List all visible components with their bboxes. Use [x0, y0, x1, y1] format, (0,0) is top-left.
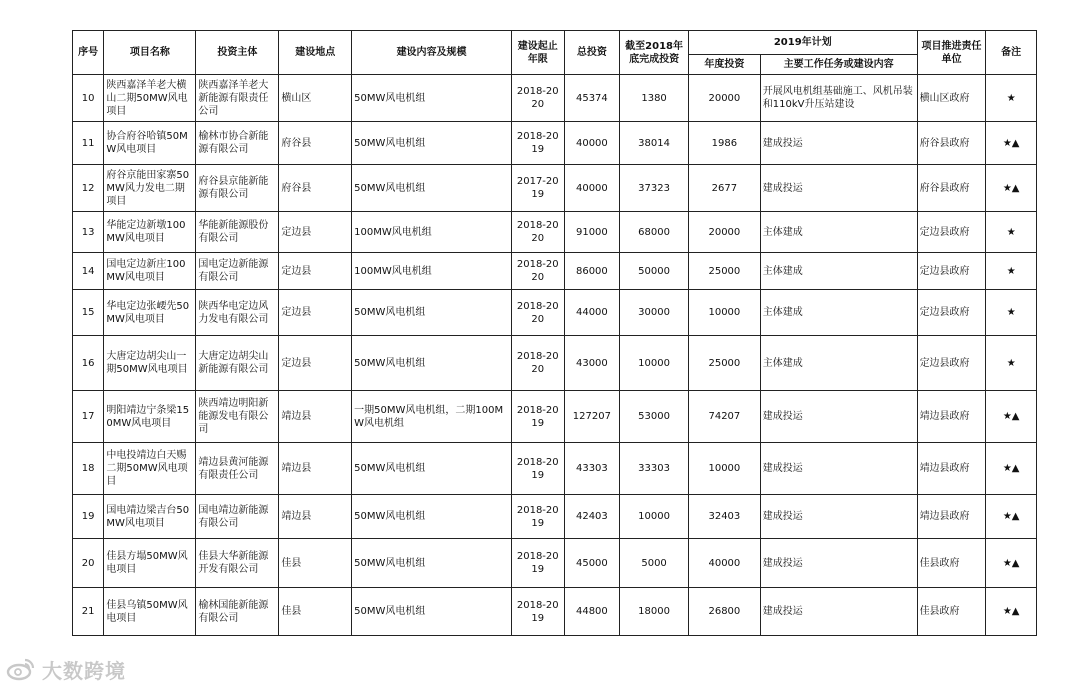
- header-content: 建设内容及规模: [352, 31, 512, 75]
- cell-content: 50MW风电机组: [352, 443, 512, 495]
- cell-period: 2018-2019: [511, 443, 564, 495]
- table-row: [73, 253, 1037, 290]
- table-row: [73, 212, 1037, 253]
- cell-content: 50MW风电机组: [352, 75, 512, 122]
- table-row: [73, 495, 1037, 539]
- cell-completed: 53000: [620, 391, 689, 443]
- cell-completed: 33303: [620, 443, 689, 495]
- cell-total: 43000: [564, 336, 620, 391]
- watermark-text: 大数跨境: [42, 658, 126, 683]
- cell-period: 2017-2019: [511, 165, 564, 212]
- cell-tasks: 建成投运: [760, 391, 917, 443]
- cell-seq: 16: [73, 336, 104, 391]
- cell-unit: 靖边县政府: [917, 391, 986, 443]
- cell-name: 华能定边新墩100MW风电项目: [104, 212, 196, 253]
- cell-completed: 10000: [620, 495, 689, 539]
- cell-period: 2018-2020: [511, 290, 564, 336]
- cell-name: 华电定边张崾先50MW风电项目: [104, 290, 196, 336]
- cell-total: 40000: [564, 122, 620, 165]
- header-investor: 投资主体: [196, 31, 279, 75]
- table-row: [73, 336, 1037, 391]
- cell-tasks: 建成投运: [760, 122, 917, 165]
- cell-location: 定边县: [279, 212, 352, 253]
- cell-content: 100MW风电机组: [352, 212, 512, 253]
- header-seq: 序号: [73, 31, 104, 75]
- cell-total: 45374: [564, 75, 620, 122]
- cell-seq: 21: [73, 588, 104, 636]
- weibo-icon: [6, 657, 36, 681]
- cell-seq: 20: [73, 539, 104, 588]
- cell-content: 一期50MW风电机组，二期100MW风电机组: [352, 391, 512, 443]
- cell-completed: 5000: [620, 539, 689, 588]
- cell-annual: 20000: [688, 212, 760, 253]
- cell-investor: 陕西靖边明阳新能源发电有限公司: [196, 391, 279, 443]
- cell-unit: 定边县政府: [917, 290, 986, 336]
- cell-unit: 府谷县政府: [917, 165, 986, 212]
- cell-total: 127207: [564, 391, 620, 443]
- cell-name: 协合府谷哈镇50MW风电项目: [104, 122, 196, 165]
- cell-location: 靖边县: [279, 443, 352, 495]
- cell-total: 44800: [564, 588, 620, 636]
- cell-investor: 陕西嘉泽羊老大新能源有限责任公司: [196, 75, 279, 122]
- table-row: [73, 443, 1037, 495]
- cell-location: 府谷县: [279, 165, 352, 212]
- header-remark: 备注: [986, 31, 1037, 75]
- cell-seq: 14: [73, 253, 104, 290]
- header-completed: 截至2018年底完成投资: [620, 31, 689, 75]
- cell-completed: 30000: [620, 290, 689, 336]
- cell-content: 50MW风电机组: [352, 165, 512, 212]
- header-name: 项目名称: [104, 31, 196, 75]
- table-row: [73, 165, 1037, 212]
- cell-annual: 10000: [688, 443, 760, 495]
- header-total: 总投资: [564, 31, 620, 75]
- cell-annual: 25000: [688, 253, 760, 290]
- cell-remark: ★: [986, 75, 1037, 122]
- cell-location: 定边县: [279, 336, 352, 391]
- cell-name: 国电定边新庄100MW风电项目: [104, 253, 196, 290]
- cell-name: 明阳靖边宁条梁150MW风电项目: [104, 391, 196, 443]
- header-location: 建设地点: [279, 31, 352, 75]
- cell-tasks: 主体建成: [760, 336, 917, 391]
- cell-completed: 10000: [620, 336, 689, 391]
- cell-remark: ★: [986, 336, 1037, 391]
- cell-period: 2018-2019: [511, 588, 564, 636]
- cell-completed: 1380: [620, 75, 689, 122]
- cell-annual: 20000: [688, 75, 760, 122]
- cell-remark: ★▲: [986, 165, 1037, 212]
- cell-seq: 18: [73, 443, 104, 495]
- table-row: [73, 122, 1037, 165]
- cell-completed: 68000: [620, 212, 689, 253]
- cell-name: 国电靖边梁吉台50MW风电项目: [104, 495, 196, 539]
- cell-investor: 大唐定边胡尖山新能源有限公司: [196, 336, 279, 391]
- cell-investor: 靖边县黄河能源有限责任公司: [196, 443, 279, 495]
- cell-unit: 靖边县政府: [917, 443, 986, 495]
- header-unit: 项目推进责任单位: [917, 31, 986, 75]
- cell-investor: 佳县大华新能源开发有限公司: [196, 539, 279, 588]
- cell-name: 大唐定边胡尖山一期50MW风电项目: [104, 336, 196, 391]
- cell-annual: 32403: [688, 495, 760, 539]
- cell-unit: 横山区政府: [917, 75, 986, 122]
- cell-tasks: 主体建成: [760, 212, 917, 253]
- cell-location: 横山区: [279, 75, 352, 122]
- cell-location: 定边县: [279, 290, 352, 336]
- cell-remark: ★▲: [986, 495, 1037, 539]
- cell-period: 2018-2019: [511, 495, 564, 539]
- cell-period: 2018-2020: [511, 253, 564, 290]
- watermark: [6, 654, 126, 684]
- cell-tasks: 建成投运: [760, 165, 917, 212]
- cell-period: 2018-2020: [511, 212, 564, 253]
- cell-unit: 佳县政府: [917, 588, 986, 636]
- cell-total: 42403: [564, 495, 620, 539]
- cell-investor: 府谷县京能新能源有限公司: [196, 165, 279, 212]
- table-row: [73, 588, 1037, 636]
- cell-total: 91000: [564, 212, 620, 253]
- cell-location: 佳县: [279, 588, 352, 636]
- cell-seq: 13: [73, 212, 104, 253]
- cell-investor: 华能新能源股份有限公司: [196, 212, 279, 253]
- cell-unit: 定边县政府: [917, 253, 986, 290]
- cell-name: 佳县乌镇50MW风电项目: [104, 588, 196, 636]
- cell-location: 靖边县: [279, 391, 352, 443]
- cell-location: 佳县: [279, 539, 352, 588]
- cell-total: 45000: [564, 539, 620, 588]
- cell-annual: 26800: [688, 588, 760, 636]
- cell-remark: ★▲: [986, 588, 1037, 636]
- cell-remark: ★: [986, 253, 1037, 290]
- cell-annual: 40000: [688, 539, 760, 588]
- header-plan-group: 2019年计划: [688, 31, 917, 55]
- cell-investor: 陕西华电定边风力发电有限公司: [196, 290, 279, 336]
- cell-unit: 定边县政府: [917, 336, 986, 391]
- table-row: [73, 290, 1037, 336]
- cell-content: 50MW风电机组: [352, 495, 512, 539]
- project-table: [72, 30, 1037, 636]
- header-annual: 年度投资: [688, 55, 760, 75]
- cell-period: 2018-2020: [511, 336, 564, 391]
- cell-location: 靖边县: [279, 495, 352, 539]
- cell-remark: ★▲: [986, 391, 1037, 443]
- cell-tasks: 主体建成: [760, 253, 917, 290]
- cell-total: 40000: [564, 165, 620, 212]
- cell-total: 44000: [564, 290, 620, 336]
- cell-completed: 38014: [620, 122, 689, 165]
- cell-period: 2018-2019: [511, 539, 564, 588]
- cell-tasks: 建成投运: [760, 443, 917, 495]
- cell-period: 2018-2019: [511, 122, 564, 165]
- table-body: [73, 75, 1037, 636]
- cell-content: 50MW风电机组: [352, 122, 512, 165]
- cell-unit: 靖边县政府: [917, 495, 986, 539]
- cell-tasks: 建成投运: [760, 539, 917, 588]
- cell-completed: 50000: [620, 253, 689, 290]
- table-row: [73, 391, 1037, 443]
- cell-seq: 12: [73, 165, 104, 212]
- cell-investor: 榆林市协合新能源有限公司: [196, 122, 279, 165]
- cell-content: 100MW风电机组: [352, 253, 512, 290]
- cell-remark: ★▲: [986, 539, 1037, 588]
- header-tasks: 主要工作任务或建设内容: [760, 55, 917, 75]
- cell-remark: ★▲: [986, 443, 1037, 495]
- cell-tasks: 建成投运: [760, 588, 917, 636]
- cell-name: 府谷京能田家寨50MW风力发电二期项目: [104, 165, 196, 212]
- cell-tasks: 主体建成: [760, 290, 917, 336]
- cell-seq: 15: [73, 290, 104, 336]
- cell-content: 50MW风电机组: [352, 336, 512, 391]
- cell-unit: 府谷县政府: [917, 122, 986, 165]
- cell-investor: 国电定边新能源有限公司: [196, 253, 279, 290]
- cell-remark: ★: [986, 212, 1037, 253]
- cell-period: 2018-2019: [511, 391, 564, 443]
- cell-remark: ★: [986, 290, 1037, 336]
- cell-annual: 74207: [688, 391, 760, 443]
- header-period: 建设起止年限: [511, 31, 564, 75]
- cell-annual: 10000: [688, 290, 760, 336]
- cell-total: 86000: [564, 253, 620, 290]
- cell-content: 50MW风电机组: [352, 588, 512, 636]
- cell-remark: ★▲: [986, 122, 1037, 165]
- cell-tasks: 开展风电机组基础施工、风机吊装和110kV升压站建设: [760, 75, 917, 122]
- cell-name: 陕西嘉泽羊老大横山二期50MW风电项目: [104, 75, 196, 122]
- cell-location: 定边县: [279, 253, 352, 290]
- cell-completed: 37323: [620, 165, 689, 212]
- cell-content: 50MW风电机组: [352, 290, 512, 336]
- table-row: [73, 75, 1037, 122]
- cell-content: 50MW风电机组: [352, 539, 512, 588]
- cell-unit: 佳县政府: [917, 539, 986, 588]
- cell-annual: 25000: [688, 336, 760, 391]
- cell-unit: 定边县政府: [917, 212, 986, 253]
- cell-seq: 19: [73, 495, 104, 539]
- cell-seq: 10: [73, 75, 104, 122]
- cell-seq: 11: [73, 122, 104, 165]
- cell-seq: 17: [73, 391, 104, 443]
- cell-period: 2018-2020: [511, 75, 564, 122]
- cell-investor: 国电靖边新能源有限公司: [196, 495, 279, 539]
- cell-name: 中电投靖边白天赐二期50MW风电项目: [104, 443, 196, 495]
- cell-annual: 2677: [688, 165, 760, 212]
- cell-annual: 1986: [688, 122, 760, 165]
- cell-tasks: 建成投运: [760, 495, 917, 539]
- cell-completed: 18000: [620, 588, 689, 636]
- cell-total: 43303: [564, 443, 620, 495]
- cell-location: 府谷县: [279, 122, 352, 165]
- table-row: [73, 539, 1037, 588]
- cell-investor: 榆林国能新能源有限公司: [196, 588, 279, 636]
- cell-name: 佳县方塌50MW风电项目: [104, 539, 196, 588]
